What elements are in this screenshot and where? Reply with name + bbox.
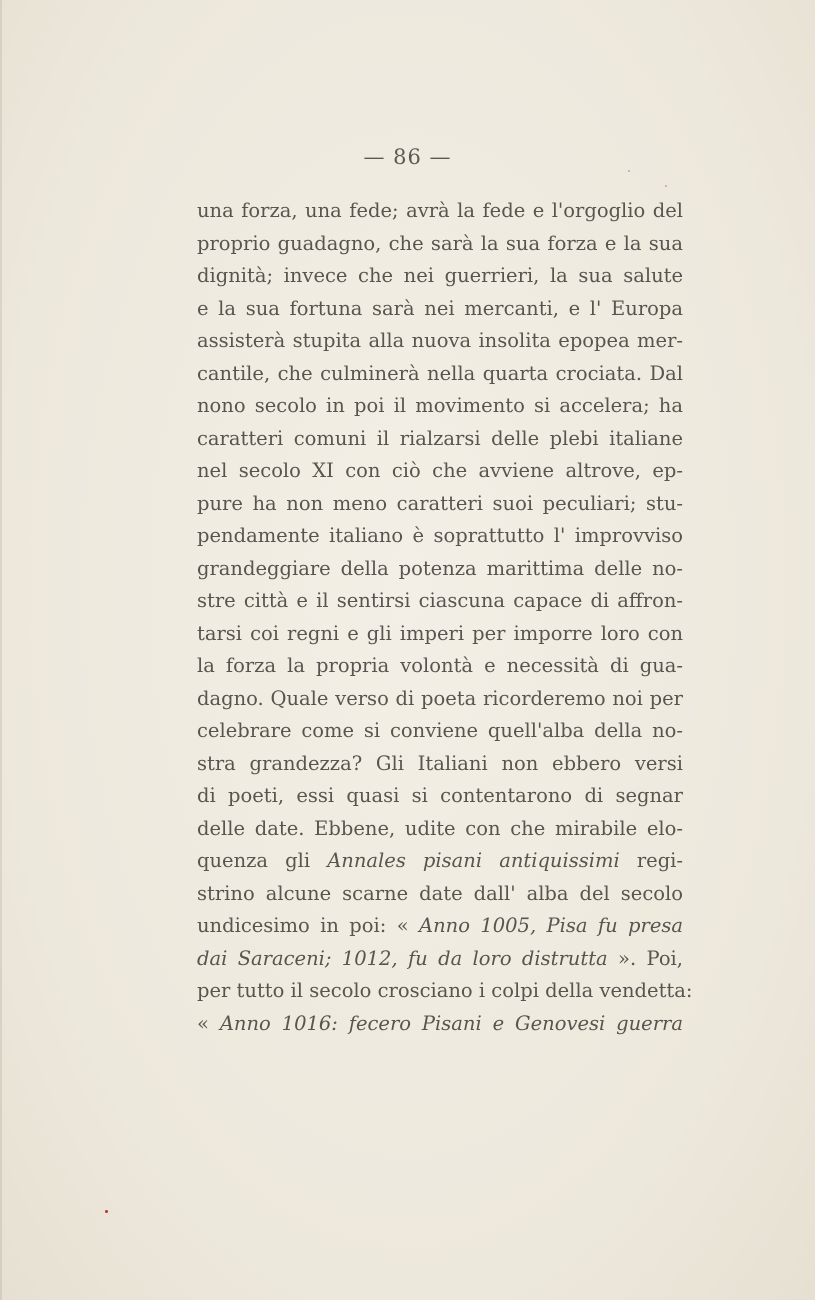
text-segment: una forza, una fede; avrà la fede e l'orgoglio del	[197, 199, 683, 222]
text-segment: undicesimo in poi: «	[197, 914, 420, 937]
text-segment: per tutto il secolo crosciano i colpi della vendetta:	[197, 979, 693, 1002]
text-segment: delle date. Ebbene, udite con che mirabile elo-	[197, 816, 683, 840]
text-line	[197, 358, 683, 391]
text-segment: dignità; invece che nei guerrieri, la sua salute	[197, 264, 683, 287]
italic-citation: Anno 1016: fecero Pisani e Genovesi guerra	[219, 1011, 683, 1035]
text-line	[197, 520, 683, 553]
text-segment: e la sua fortuna sarà nei mercanti, e l' Europa	[197, 296, 683, 320]
text-line	[197, 293, 683, 326]
text-line	[197, 325, 683, 358]
italic-citation: Anno 1005, Pisa fu presa	[419, 914, 683, 937]
text-segment: pendamente italiano è soprattutto l' improvviso	[197, 524, 683, 547]
text-segment: stra grandezza? Gli Italiani non ebbero versi	[197, 751, 683, 775]
text-line	[197, 650, 683, 683]
ink-speck	[105, 1210, 108, 1213]
italic-citation: dai Saraceni; 1012, fu da loro distrutta	[197, 946, 608, 970]
text-segment: pure ha non meno caratteri suoi peculiari; stu-	[197, 491, 683, 515]
text-segment: «	[197, 1011, 220, 1035]
text-segment: quenza gli	[197, 849, 328, 872]
text-line	[197, 260, 683, 293]
paper-speck	[665, 185, 667, 187]
text-segment: regi-	[619, 849, 683, 872]
paper-speck	[628, 170, 630, 172]
text-segment: celebrare come si conviene quell'alba della no-	[197, 719, 683, 742]
text-line	[197, 683, 683, 716]
text-line	[197, 228, 683, 261]
text-segment: caratteri comuni il rialzarsi delle plebi italiane	[197, 426, 683, 450]
text-line	[197, 455, 683, 488]
text-line	[197, 390, 683, 423]
text-segment: strino alcune scarne date dall' alba del secolo	[197, 881, 683, 905]
text-line	[197, 813, 683, 846]
text-line	[197, 878, 683, 911]
text-line	[197, 553, 683, 586]
page-number: — 86 —	[363, 145, 452, 169]
text-line	[197, 488, 683, 521]
text-segment: cantile, che culminerà nella quarta crociata. Dal	[197, 361, 683, 385]
text-segment: la forza la propria volontà e necessità di gua-	[197, 654, 683, 677]
text-line	[197, 585, 683, 618]
text-segment: tarsi coi regni e gli imperi per imporre loro con	[197, 621, 683, 645]
text-segment: dagno. Quale verso di poeta ricorderemo noi per	[197, 686, 683, 710]
text-segment: ». Poi,	[607, 946, 683, 970]
text-segment: nono secolo in poi il movimento si accelera; ha	[197, 394, 683, 417]
text-segment: assisterà stupita alla nuova insolita epopea mer-	[197, 329, 683, 352]
text-segment: nel secolo XI con ciò che avviene altrove, ep-	[197, 459, 683, 482]
text-line	[197, 910, 683, 943]
text-line	[197, 195, 683, 228]
text-line	[197, 618, 683, 651]
text-line	[197, 1008, 683, 1041]
text-segment: di poeti, essi quasi si contentarono di segnar	[197, 784, 683, 807]
text-segment: stre città e il sentirsi ciascuna capace di affron-	[197, 589, 683, 612]
text-line	[197, 845, 683, 878]
text-segment: grandeggiare della potenza marittima delle no-	[197, 556, 683, 580]
body-text	[197, 195, 693, 1040]
text-line	[197, 423, 683, 456]
text-line	[197, 943, 683, 976]
text-line	[197, 748, 683, 781]
italic-citation: Annales pisani antiquissimi	[327, 849, 620, 872]
text-line	[197, 715, 683, 748]
text-line	[197, 780, 683, 813]
page-edge	[0, 0, 2, 1300]
text-line	[197, 975, 693, 1008]
text-segment: proprio guadagno, che sarà la sua forza e la sua	[197, 231, 683, 255]
